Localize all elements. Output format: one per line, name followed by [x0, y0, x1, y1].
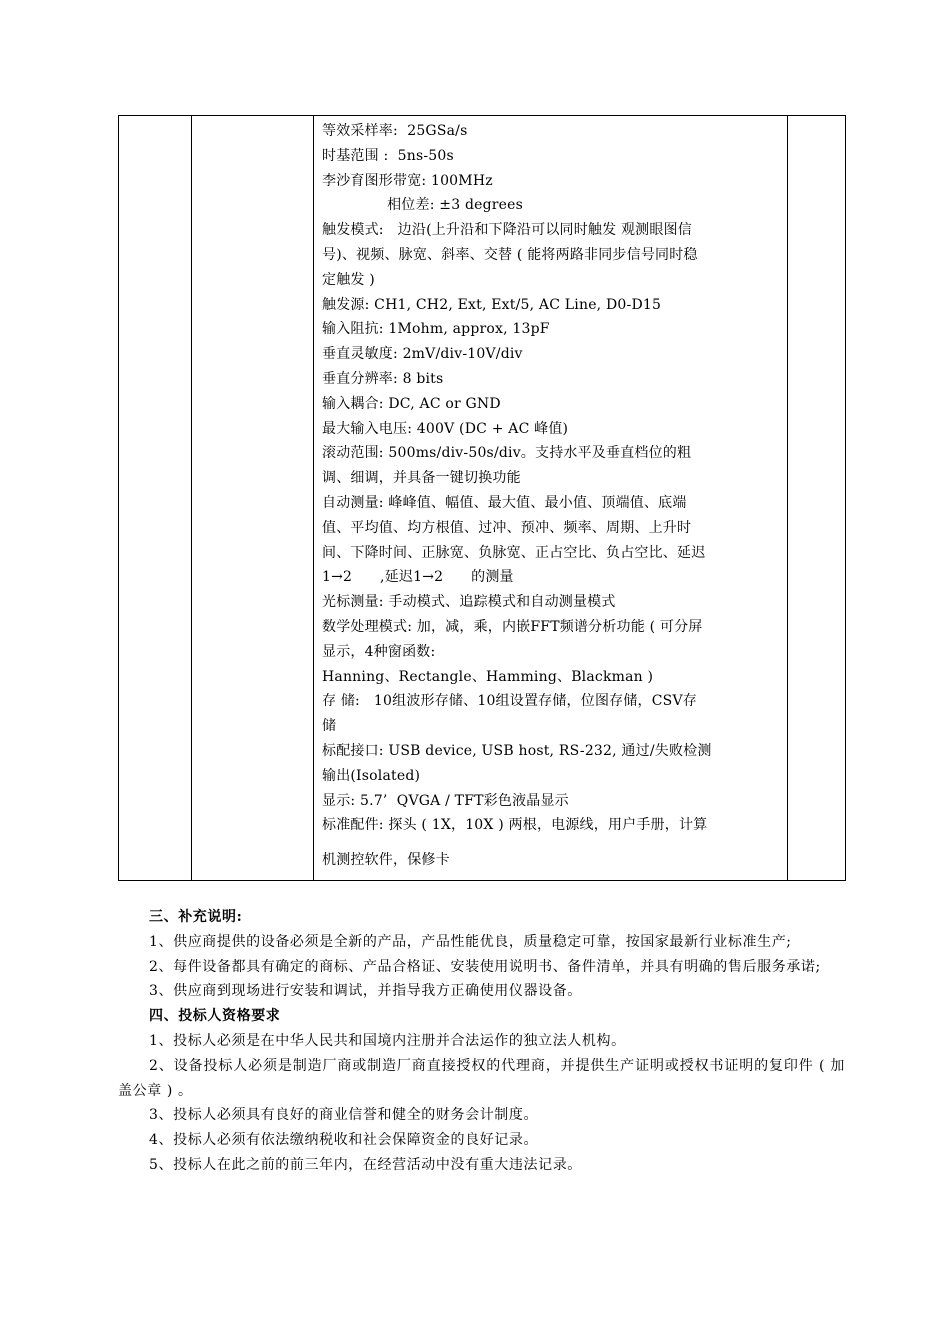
spec-line: 存 储: 10组波形存储、10组设置存储，位图存储，CSV存 [322, 693, 697, 710]
spec-line: 光标测量: 手动模式、追踪模式和自动测量模式 [322, 594, 616, 611]
spec-line: 机测控软件，保修卡 [322, 852, 450, 869]
spec-line: 等效采样率: 25GSa/s [322, 123, 468, 139]
list-item: 3、投标人必须具有良好的商业信誉和健全的财务会计制度。 [149, 1107, 539, 1124]
spec-line: 李沙育图形带宽: 100MHz [322, 172, 493, 189]
spec-line: 号)、视频、脉宽、斜率、交替 ( 能将两路非同步信号同时稳 [322, 246, 698, 263]
list-item: 3、供应商到现场进行安装和调试，并指导我方正确使用仪器设备。 [149, 983, 582, 1000]
spec-line: 触发模式: 边沿(上升沿和下降沿可以同时触发 观测眼图信 [322, 222, 692, 239]
spec-line: 数学处理模式: 加，减，乘，内嵌FFT频谱分析功能 ( 可分屏 [322, 618, 703, 635]
spec-line: 垂直分辨率: 8 bits [322, 370, 444, 387]
spec-line: 输出(Isolated) [322, 767, 421, 784]
spec-cell [314, 116, 788, 881]
spec-line: 值、平均值、均方根值、过冲、预冲、频率、周期、上升时 [322, 519, 692, 536]
table-row [119, 116, 846, 881]
spec-line: 输入耦合: DC, AC or GND [322, 395, 501, 412]
spec-line: 滚动范围: 500ms/div-50s/div。支持水平及垂直档位的粗 [322, 445, 692, 462]
index-cell [119, 116, 192, 881]
spec-line: 垂直灵敏度: 2mV/div-10V/div [322, 346, 523, 363]
spec-line: 输入阻抗: 1Mohm, approx, 13pF [322, 321, 550, 338]
list-item: 1、供应商提供的设备必须是全新的产品，产品性能优良，质量稳定可靠，按国家最新行业标准生产; [149, 933, 792, 950]
list-item: 5、投标人在此之前的前三年内，在经营活动中没有重大违法记录。 [149, 1156, 582, 1173]
list-item: 1、投标人必须是在中华人民共和国境内注册并合法运作的独立法人机构。 [149, 1032, 626, 1049]
spec-line: Hanning、Rectangle、Hamming、Blackman ) [322, 668, 654, 685]
text-sections [118, 905, 845, 1178]
spec-line: 显示，4种窗函数: [322, 643, 436, 660]
list-item: 4、投标人必须有依法缴纳税收和社会保障资金的良好记录。 [149, 1132, 539, 1149]
list-item: 2、设备投标人必须是制造厂商或制造厂商直接授权的代理商，并提供生产证明或授权书证明的复印件 ( 加盖公章 ) 。 [118, 1057, 845, 1099]
name-cell [192, 116, 314, 881]
spec-line: 最大输入电压: 400V (DC + AC 峰值) [322, 420, 569, 437]
spec-line: 触发源: CH1, CH2, Ext, Ext/5, AC Line, D0-D15 [322, 296, 662, 313]
spec-lines [314, 116, 787, 873]
spec-line: 1→2 ,延迟1→2 的测量 [322, 569, 514, 586]
spec-line: 储 [322, 718, 337, 735]
spec-line: 自动测量: 峰峰值、幅值、最大值、最小值、顶端值、底端 [322, 494, 687, 511]
remark-cell [788, 116, 846, 881]
spec-line: 定触发 ) [322, 271, 375, 288]
spec-line: 标配接口: USB device, USB host, RS-232, 通过/失败检测 [322, 742, 712, 759]
spec-line: 调、细调，并具备一键切换功能 [322, 470, 521, 487]
spec-line: 显示: 5.7’ QVGA / TFT彩色液晶显示 [322, 792, 569, 809]
spec-line: 时基范围 : 5ns-50s [322, 147, 454, 164]
spec-line: 标准配件: 探头 ( 1X，10X ) 两根，电源线，用户手册，计算 [322, 817, 708, 834]
list-item: 2、每件设备都具有确定的商标、产品合格证、安装使用说明书、备件清单，并具有明确的售后服务承诺; [149, 958, 821, 975]
section-heading: 三、补充说明: [149, 909, 243, 925]
section-heading: 四、投标人资格要求 [149, 1008, 281, 1025]
spec-line: 间、下降时间、正脉宽、负脉宽、正占空比、负占空比、延迟 [322, 544, 706, 561]
spec-line: 相位差: ±3 degrees [322, 197, 524, 214]
spec-table [118, 115, 846, 881]
